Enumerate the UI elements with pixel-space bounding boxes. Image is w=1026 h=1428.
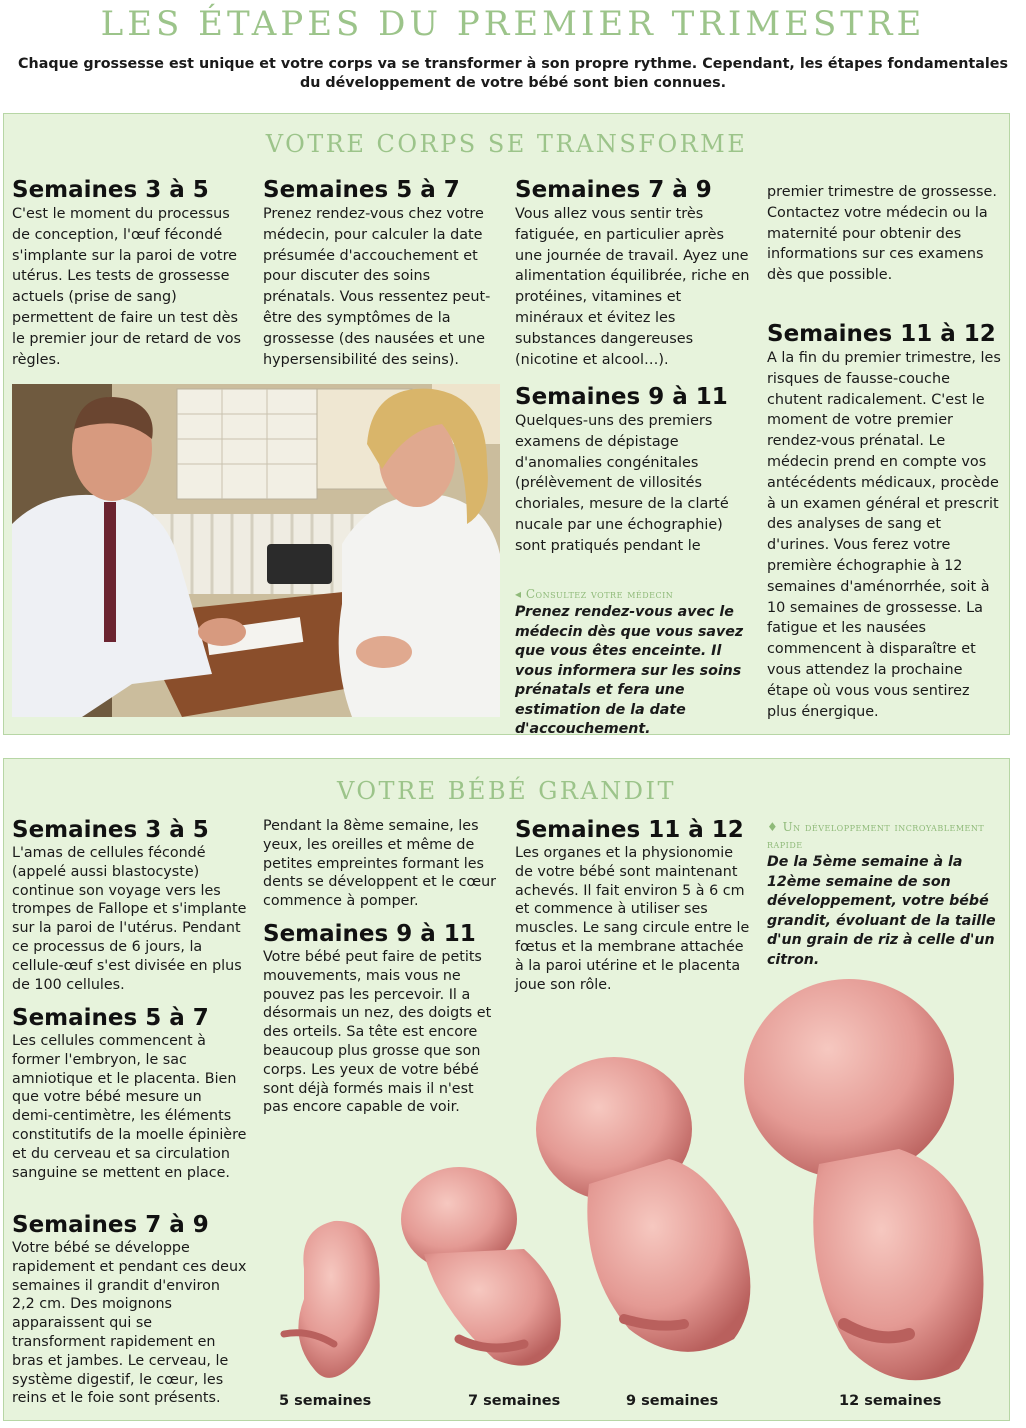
paragraph: Les organes et la physionomie de votre bébé sont maintenant achevés. Il fait environ 5 à 6 cm et commence à utiliser ses muscles. Le sang circule entre le fœtus et la membrane attachée à la paroi utérine et le placenta joue son rôle.	[515, 845, 750, 993]
baby-section-title: VOTRE BÉBÉ GRANDIT	[336, 777, 677, 805]
heading: Semaines 7 à 9	[12, 1212, 209, 1238]
embryo-7-weeks	[401, 1167, 561, 1366]
paragraph: Les cellules commencent à former l'embryon, le sac amniotique et le placenta. Bien que votre bébé mesure un demi-centimètre, les éléments constitutifs de la moelle épinière et du cerveau et sa circulation sanguine se mettent en place.	[12, 1033, 247, 1181]
development-sidebar	[767, 819, 1005, 970]
paragraph: Votre bébé peut faire de petits mouvements, mais vous ne pouvez pas les percevoir. Il a désormais un nez, des doigts et des orteils. Sa tête est encore beaucoup plus grosse que son corps. Les yeux de votre bébé sont déjà formés mais il n'est pas encore capable de voir.	[263, 949, 492, 1116]
embryo-label-7-weeks: 7 semaines	[468, 1393, 561, 1409]
paragraph: C'est le moment du processus de conception, l'œuf fécondé s'implante sur la paroi de votre utérus. Les tests de grossesse actuels (prise de sang) permettent de faire un test dès le premier jour de retard de vos règles.	[12, 206, 242, 368]
heading: Semaines 9 à 11	[263, 921, 476, 947]
heading: Semaines 11 à 12	[515, 817, 744, 843]
heading: Semaines 9 à 11	[515, 384, 728, 410]
sidebar-text: Prenez rendez-vous avec le médecin dès que vous savez que vous êtes enceinte. Il vous informera sur les soins prénatals et fera une estimation de la date d'accouchement.	[515, 604, 744, 737]
body-w3-5	[12, 177, 247, 370]
paragraph: premier trimestre de grossesse. Contactez votre médecin ou la maternité pour obtenir des informations sur ces examens dès que possible.	[767, 184, 997, 284]
embryo-12-weeks	[744, 979, 984, 1380]
heading: Semaines 3 à 5	[12, 817, 209, 843]
baby-w7-9	[12, 1212, 247, 1408]
consult-sidebar	[515, 586, 755, 740]
body-w9-11-continued	[767, 182, 1003, 286]
body-section-title: VOTRE CORPS SE TRANSFORME	[265, 130, 748, 158]
doctor-consultation-photo	[12, 384, 500, 717]
sidebar-title: ♦ Un développement incroyablement rapide	[767, 820, 985, 851]
body-w7-9	[515, 177, 750, 370]
body-w11-12	[767, 321, 1003, 722]
embryo-5-weeks	[284, 1221, 380, 1378]
paragraph: Pendant la 8ème semaine, les yeux, les oreilles et même de petites empreintes formant les dents se développent et le cœur commence à pomper.	[263, 818, 497, 910]
body-section	[3, 113, 1010, 735]
heading: Semaines 11 à 12	[767, 321, 996, 347]
baby-w3-5	[12, 817, 247, 994]
baby-section	[3, 758, 1010, 1421]
baby-w8-continued	[263, 817, 499, 911]
heading: Semaines 7 à 9	[515, 177, 712, 203]
paragraph: Votre bébé se développe rapidement et pendant ces deux semaines il grandit d'environ 2,2 cm. Des moignons apparaissent qui se transforment rapidement en bras et jambes. Le cerveau, le système digestif, le cœur, les reins et le foie sont présents.	[12, 1240, 247, 1407]
intro-text: Chaque grossesse est unique et votre corps va se transformer à son propre rythme. Cependant, les étapes fondamentales du développement de votre bébé sont bien connues.	[18, 56, 1008, 91]
body-w5-7	[263, 177, 501, 370]
sidebar-text: De la 5ème semaine à la 12ème semaine de son développement, votre bébé grandit, évoluant de la taille d'un grain de riz à celle d'un citron.	[767, 854, 996, 968]
embryo-label-9-weeks: 9 semaines	[626, 1393, 719, 1409]
page-title: LES ÉTAPES DU PREMIER TRIMESTRE	[100, 4, 926, 44]
embryo-label-5-weeks: 5 semaines	[279, 1393, 372, 1409]
embryo-9-weeks	[536, 1057, 750, 1352]
heading: Semaines 3 à 5	[12, 177, 209, 203]
heading: Semaines 5 à 7	[12, 1005, 209, 1031]
baby-w5-7	[12, 1005, 247, 1182]
embryo-label-12-weeks: 12 semaines	[839, 1393, 942, 1409]
paragraph: Vous allez vous sentir très fatiguée, en particulier après une journée de travail. Ayez une alimentation équilibrée, riche en protéines, vitamines et minéraux et évitez les substances dangereuses (nicotine et alcool…).	[515, 206, 750, 368]
paragraph: A la fin du premier trimestre, les risques de fausse-couche chutent radicalement. C'est le moment de votre premier rendez-vous prénatal. Le médecin prend en compte vos antécédents médicaux, procède à un examen général et prescrit des analyses de sang et d'urines. Vous ferez votre première échographie à 12 semaines d'aménorrhée, soit à 10 semaines de grossesse. La fatigue et les nausées commencent à disparaître et vous attendez la prochaine étape où vous vous sentirez plus énergique.	[767, 350, 1001, 720]
sidebar-title: ◂ Consultez votre médecin	[515, 587, 674, 601]
embryo-illustrations	[259, 969, 1004, 1399]
body-w9-11	[515, 384, 750, 557]
paragraph: Quelques-uns des premiers examens de dépistage d'anomalies congénitales (prélèvement de villosités choriales, mesure de la clarté nucale par une échographie) sont pratiqués pendant le	[515, 413, 729, 554]
paragraph: Prenez rendez-vous chez votre médecin, pour calculer la date présumée d'accouchement et pour discuter des soins prénatals. Vous ressentez peut-être des symptômes de la grossesse (des nausées et une hypersensibilité des seins).	[263, 206, 491, 368]
heading: Semaines 5 à 7	[263, 177, 460, 203]
baby-w11-12	[515, 817, 751, 994]
paragraph: L'amas de cellules fécondé (appelé aussi blastocyste) continue son voyage vers les trompes de Fallope et s'implante sur la paroi de l'utérus. Pendant ce processus de 6 jours, la cellule-œuf s'est divisée en plus de 100 cellules.	[12, 845, 247, 993]
